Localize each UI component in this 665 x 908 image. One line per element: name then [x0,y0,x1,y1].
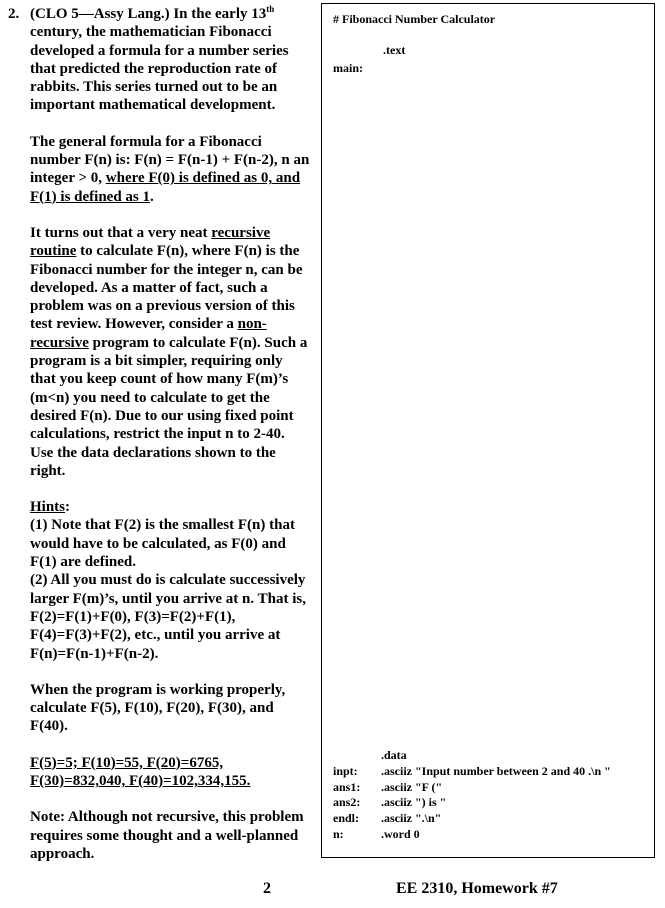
course-footer: EE 2310, Homework #7 [396,880,558,897]
data-directive: .data [381,748,407,762]
code-box [321,3,655,858]
text-directive: .text [383,43,406,57]
calc-instruction: When the program is working properly, calculate F(5), F(10), F(20), F(30), and F(40). [30,681,286,735]
question-column [8,5,310,863]
question-intro: (CLO 5—Assy Lang.) In the early 13th century, the mathematician Fibonacci developed a formula for a number series that predicted the reproduction rate of rabbits. This series turned out to be an important mathematical development. [30,4,289,114]
data-row: inpt: .asciiz "Input number between 2 and 40 .\n " [333,763,611,778]
data-row: ans2: .asciiz ") is " [333,795,447,810]
note-paragraph: Note: Although not recursive, this problem requires some thought and a well-planned approach. [30,809,304,862]
page-number: 2 [263,880,271,897]
hints-title: Hints: [30,499,71,516]
main-label: main: [333,61,363,75]
recursive-paragraph: It turns out that a very neat recursive routine to calculate F(n), where F(n) is the Fibonacci number for the integer n, can be developed. As a matter of fact, such a problem was on a previous version of this test review. However, consider a non-recursive program to calculate F(n). Such a program is a bit simpler, requiring only that you keep count of how many F(m)’s (m<n) you need to calculate to get the desired F(n). Due to our using fixed point calculations, restrict the input n to 2-40. Use the data declarations shown to the right. [30,224,308,479]
question-number: 2. [8,6,20,22]
hint-2: (2) All you must do is calculate successively larger F(m)’s, until you arrive at n. That is, F(2)=F(1)+F(0), F(3)=F(2)+F(1), F(4)=F(3)+F(2), etc., until you arrive at F(n)=F(n-1)+F(n-2). [30,572,306,662]
data-row: ans1: .asciiz "F (" [333,779,443,794]
code-title: # Fibonacci Number Calculator [333,12,496,26]
data-row: n: .word 0 [333,826,420,841]
formula-paragraph: The general formula for a Fibonacci number F(n) is: F(n) = F(n-1) + F(n-2), n an integer > 0, where F(0) is defined as 0, and F(1) is defined as 1. [30,133,310,205]
hint-1: (1) Note that F(2) is the smallest F(n) that would have to be calculated, as F(0) and F(1) are defined. [30,517,295,571]
hints-section [8,498,310,663]
results-line: F(5)=5; F(10)=55, F(20)=6765, F(30)=832,040, F(40)=102,334,155. [30,754,251,789]
data-declarations [333,748,611,843]
data-row: endl: .asciiz ".\n" [333,811,442,826]
